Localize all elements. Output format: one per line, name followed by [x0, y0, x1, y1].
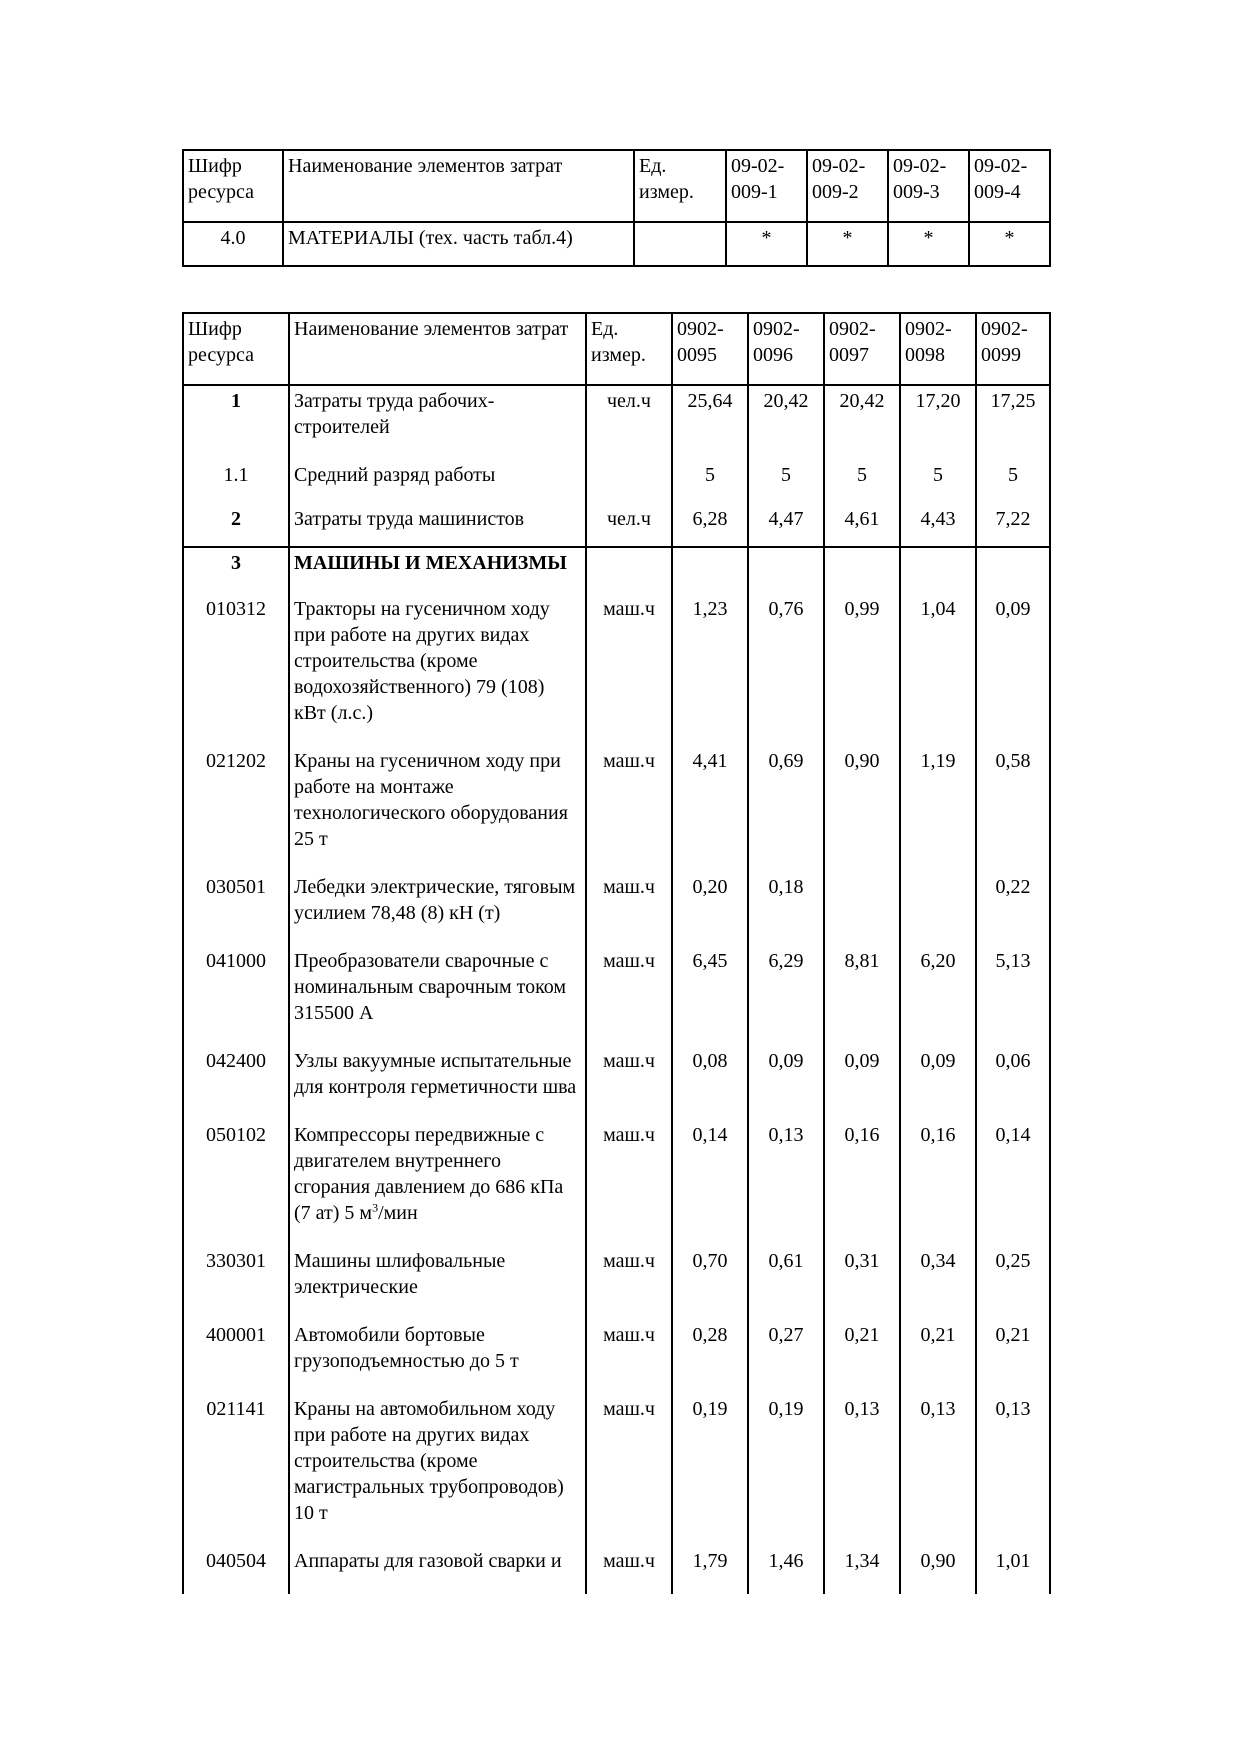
row-value: 0,13: [900, 1392, 976, 1544]
table-row: [183, 1392, 1050, 1544]
row-code: 021202: [183, 744, 289, 870]
row-value: 6,20: [900, 944, 976, 1044]
row-value: 0,28: [672, 1318, 748, 1392]
row-value: 1,23: [672, 592, 748, 744]
row-value: 0,13: [824, 1392, 900, 1544]
table-row: [183, 870, 1050, 944]
row-value: 0,99: [824, 592, 900, 744]
row-name: Затраты труда машинистов: [289, 504, 586, 547]
row-name-tail: /мин: [378, 1202, 418, 1224]
row-value: *: [726, 222, 807, 266]
row-unit: маш.ч: [586, 870, 672, 944]
row-value: 4,41: [672, 744, 748, 870]
row-name: Автомобили бортовые грузоподъемностью до 5 т: [289, 1318, 586, 1392]
table-row: [183, 1118, 1050, 1244]
row-value: 0,09: [900, 1044, 976, 1118]
table-row: [183, 385, 1050, 456]
row-code: 021141: [183, 1392, 289, 1544]
table-row: [183, 222, 1050, 266]
row-name: Краны на гусеничном ходу при работе на монтаже технологического оборудования 25 т: [289, 744, 586, 870]
header-col: 0902-0099: [976, 313, 1050, 385]
row-value: 0,06: [976, 1044, 1050, 1118]
row-name: Тракторы на гусеничном ходу при работе на других видах строительства (кроме водохозяйственного) 79 (108) кВт (л.с.): [289, 592, 586, 744]
table-section-row: [183, 547, 1050, 592]
row-value: 5: [824, 456, 900, 504]
row-value: [824, 870, 900, 944]
row-value: 0,22: [976, 870, 1050, 944]
row-value: 0,76: [748, 592, 824, 744]
row-value: 0,21: [824, 1318, 900, 1392]
row-code: 1.1: [183, 456, 289, 504]
row-value: 0,08: [672, 1044, 748, 1118]
header-col: 09-02-009-2: [807, 150, 888, 222]
row-value: [824, 547, 900, 592]
row-value: 5: [976, 456, 1050, 504]
table-row: [183, 456, 1050, 504]
header-col: 09-02-009-4: [969, 150, 1050, 222]
row-unit: [634, 222, 726, 266]
row-value: 0,90: [900, 1544, 976, 1594]
row-value: 4,47: [748, 504, 824, 547]
row-code: 040504: [183, 1544, 289, 1594]
row-unit: [586, 547, 672, 592]
table-header-row: [183, 313, 1050, 385]
header-unit: Ед. измер.: [586, 313, 672, 385]
row-value: 0,21: [900, 1318, 976, 1392]
row-value: 0,19: [748, 1392, 824, 1544]
table-row: [183, 1244, 1050, 1318]
row-value: 20,42: [824, 385, 900, 456]
header-col: 0902-0098: [900, 313, 976, 385]
row-code: 041000: [183, 944, 289, 1044]
row-unit: [586, 456, 672, 504]
row-value: 0,25: [976, 1244, 1050, 1318]
table-row: [183, 1318, 1050, 1392]
row-code: 400001: [183, 1318, 289, 1392]
row-value: 0,09: [824, 1044, 900, 1118]
row-code: 050102: [183, 1118, 289, 1244]
row-name: Средний разряд работы: [289, 456, 586, 504]
row-value: 20,42: [748, 385, 824, 456]
row-code: 3: [183, 547, 289, 592]
row-value: 0,14: [976, 1118, 1050, 1244]
row-value: *: [888, 222, 969, 266]
row-name: Затраты труда рабочих-строителей: [289, 385, 586, 456]
row-value: [748, 547, 824, 592]
header-col: 0902-0095: [672, 313, 748, 385]
row-value: 0,61: [748, 1244, 824, 1318]
row-value: 6,28: [672, 504, 748, 547]
row-value: 6,45: [672, 944, 748, 1044]
row-value: 0,09: [976, 592, 1050, 744]
row-code: 030501: [183, 870, 289, 944]
header-unit: Ед. измер.: [634, 150, 726, 222]
row-value: 1,04: [900, 592, 976, 744]
row-value: 5: [900, 456, 976, 504]
row-value: [976, 547, 1050, 592]
row-value: [900, 870, 976, 944]
row-value: 1,34: [824, 1544, 900, 1594]
row-value: 0,16: [824, 1118, 900, 1244]
row-name: Краны на автомобильном ходу при работе на других видах строительства (кроме магистральных трубопроводов) 10 т: [289, 1392, 586, 1544]
row-value: 0,27: [748, 1318, 824, 1392]
row-value: 25,64: [672, 385, 748, 456]
row-value: 0,58: [976, 744, 1050, 870]
row-unit: маш.ч: [586, 1118, 672, 1244]
row-unit: маш.ч: [586, 944, 672, 1044]
row-value: 0,20: [672, 870, 748, 944]
row-value: 17,20: [900, 385, 976, 456]
row-value: 1,79: [672, 1544, 748, 1594]
table-row: [183, 1544, 1050, 1594]
row-value: 0,16: [900, 1118, 976, 1244]
row-name: МАШИНЫ И МЕХАНИЗМЫ: [289, 547, 586, 592]
row-value: 5,13: [976, 944, 1050, 1044]
row-value: 0,19: [672, 1392, 748, 1544]
row-value: 1,46: [748, 1544, 824, 1594]
row-unit: маш.ч: [586, 592, 672, 744]
row-code: 1: [183, 385, 289, 456]
row-value: 0,18: [748, 870, 824, 944]
row-value: 6,29: [748, 944, 824, 1044]
row-unit: маш.ч: [586, 1044, 672, 1118]
header-code: Шифр ресурса: [183, 313, 289, 385]
row-value: 0,70: [672, 1244, 748, 1318]
row-value: 0,90: [824, 744, 900, 870]
row-value: [672, 547, 748, 592]
row-code: 330301: [183, 1244, 289, 1318]
row-value: 1,19: [900, 744, 976, 870]
row-value: 0,13: [976, 1392, 1050, 1544]
row-value: 1,01: [976, 1544, 1050, 1594]
row-value: 8,81: [824, 944, 900, 1044]
row-value: 7,22: [976, 504, 1050, 547]
row-value: [900, 547, 976, 592]
header-code: Шифр ресурса: [183, 150, 283, 222]
header-col: 09-02-009-3: [888, 150, 969, 222]
row-code: 2: [183, 504, 289, 547]
row-value: 0,13: [748, 1118, 824, 1244]
row-value: 0,14: [672, 1118, 748, 1244]
header-name: Наименование элементов затрат: [289, 313, 586, 385]
row-name: Аппараты для газовой сварки и: [289, 1544, 586, 1594]
header-name: Наименование элементов затрат: [283, 150, 634, 222]
row-unit: маш.ч: [586, 1544, 672, 1594]
row-name-main: Компрессоры передвижные с двигателем внутреннего сгорания давлением до 686 кПа (7 ат) 5 м: [294, 1124, 564, 1224]
row-value: *: [807, 222, 888, 266]
row-name: Узлы вакуумные испытательные для контроля герметичности шва: [289, 1044, 586, 1118]
table-row: [183, 1044, 1050, 1118]
row-value: 0,31: [824, 1244, 900, 1318]
table-header-row: [183, 150, 1050, 222]
row-value: 0,09: [748, 1044, 824, 1118]
row-unit: маш.ч: [586, 744, 672, 870]
row-code: 042400: [183, 1044, 289, 1118]
materials-table: [182, 149, 1051, 267]
header-col: 0902-0097: [824, 313, 900, 385]
row-unit: чел.ч: [586, 385, 672, 456]
row-unit: маш.ч: [586, 1392, 672, 1544]
table-row: [183, 744, 1050, 870]
row-value: 0,69: [748, 744, 824, 870]
row-code: 4.0: [183, 222, 283, 266]
row-name: Лебедки электрические, тяговым усилием 78,48 (8) кН (т): [289, 870, 586, 944]
superscript: 3: [372, 1200, 379, 1215]
row-value: 5: [672, 456, 748, 504]
row-value: 4,61: [824, 504, 900, 547]
row-name: МАТЕРИАЛЫ (тех. часть табл.4): [283, 222, 634, 266]
row-unit: маш.ч: [586, 1318, 672, 1392]
row-name: Машины шлифовальные электрические: [289, 1244, 586, 1318]
row-value: *: [969, 222, 1050, 266]
row-unit: чел.ч: [586, 504, 672, 547]
row-unit: маш.ч: [586, 1244, 672, 1318]
table-row: [183, 504, 1050, 547]
row-value: 5: [748, 456, 824, 504]
resources-table: [182, 312, 1051, 1594]
table-row: [183, 592, 1050, 744]
row-code: 010312: [183, 592, 289, 744]
row-value: 0,21: [976, 1318, 1050, 1392]
row-value: 4,43: [900, 504, 976, 547]
row-value: 0,34: [900, 1244, 976, 1318]
row-value: 17,25: [976, 385, 1050, 456]
table-row: [183, 944, 1050, 1044]
header-col: 0902-0096: [748, 313, 824, 385]
row-name: Преобразователи сварочные с номинальным сварочным током 315500 А: [289, 944, 586, 1044]
row-name: [289, 1118, 586, 1244]
header-col: 09-02-009-1: [726, 150, 807, 222]
